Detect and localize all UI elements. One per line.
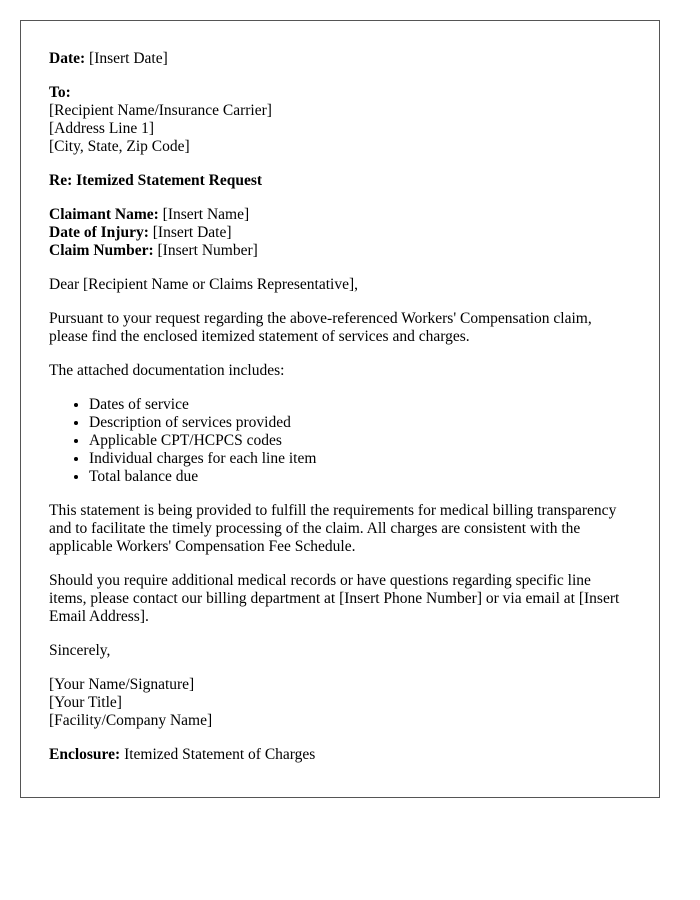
closing: Sincerely, bbox=[49, 642, 111, 659]
claim-number-line bbox=[49, 242, 631, 260]
enclosure-label: Enclosure: bbox=[49, 746, 121, 763]
list-item: • Dates of service bbox=[89, 396, 631, 414]
list-item: • Individual charges for each line item bbox=[89, 450, 631, 468]
recipient-address: [Address Line 1] bbox=[49, 120, 155, 137]
list-item: • Description of services provided bbox=[89, 414, 631, 432]
date-of-injury-label: Date of Injury: bbox=[49, 224, 149, 241]
claimant-name-line bbox=[49, 206, 631, 224]
recipient-block bbox=[49, 84, 631, 156]
date-label: Date: bbox=[49, 50, 86, 67]
letter-document bbox=[20, 20, 660, 798]
salutation: Dear [Recipient Name or Claims Representative], bbox=[49, 276, 359, 293]
recipient-city-state-zip: [City, State, Zip Code] bbox=[49, 138, 190, 155]
signature-name: [Your Name/Signature] bbox=[49, 676, 195, 693]
enclosure-block bbox=[49, 746, 631, 764]
date-of-injury-line bbox=[49, 224, 631, 242]
paragraph-documentation-intro: The attached documentation includes: bbox=[49, 362, 285, 379]
date-block bbox=[49, 50, 631, 68]
signature-title: [Your Title] bbox=[49, 694, 122, 711]
claim-details-block bbox=[49, 206, 631, 260]
date-of-injury-value: [Insert Date] bbox=[152, 224, 232, 241]
documentation-list bbox=[49, 396, 631, 486]
signature-company: [Facility/Company Name] bbox=[49, 712, 213, 729]
enclosure-value: Itemized Statement of Charges bbox=[124, 746, 316, 763]
claim-number-value: [Insert Number] bbox=[157, 242, 258, 259]
signature-block bbox=[49, 676, 631, 730]
subject-block bbox=[49, 172, 631, 190]
claim-number-label: Claim Number: bbox=[49, 242, 154, 259]
claimant-name-value: [Insert Name] bbox=[162, 206, 250, 223]
subject-line: Re: Itemized Statement Request bbox=[49, 172, 263, 189]
recipient-name: [Recipient Name/Insurance Carrier] bbox=[49, 102, 272, 119]
to-label: To: bbox=[49, 84, 71, 101]
list-item: • Applicable CPT/HCPCS codes bbox=[89, 432, 631, 450]
paragraph-transparency: This statement is being provided to fulfill the requirements for medical billing transparency and to facilitate the timely processing of the claim. All charges are consistent with the applicable Workers' Compensation Fee Schedule. bbox=[49, 502, 617, 555]
paragraph-contact: Should you require additional medical records or have questions regarding specific line items, please contact our billing department at [Insert Phone Number] or via email at [Insert Email Address]. bbox=[49, 572, 620, 625]
date-value: [Insert Date] bbox=[89, 50, 168, 67]
claimant-name-label: Claimant Name: bbox=[49, 206, 159, 223]
paragraph-request: Pursuant to your request regarding the above-referenced Workers' Compensation claim, please find the enclosed itemized statement of services and charges. bbox=[49, 310, 592, 345]
list-item: • Total balance due bbox=[89, 468, 631, 486]
